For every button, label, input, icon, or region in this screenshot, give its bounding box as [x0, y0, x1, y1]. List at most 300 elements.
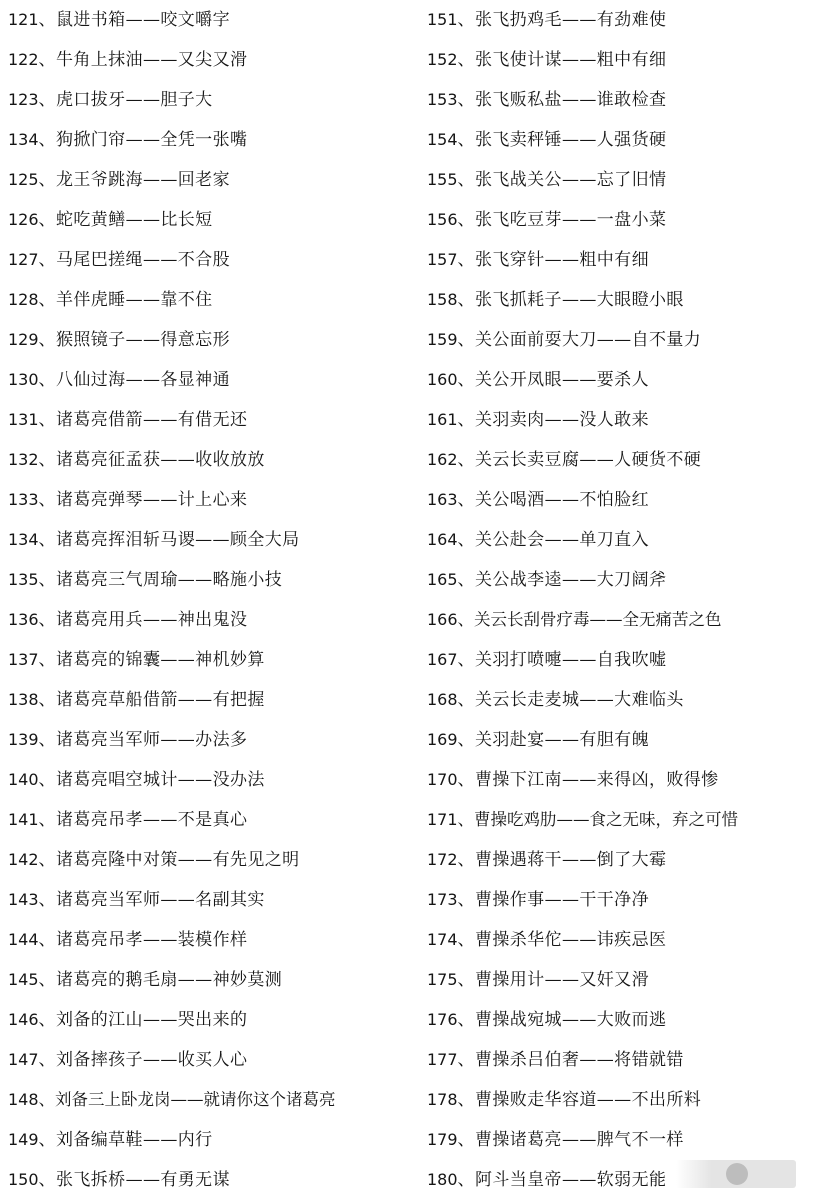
item-phrase: 猴照镜子	[55, 330, 126, 350]
item-separator: 、	[38, 850, 56, 870]
item-number: 150	[8, 1170, 39, 1189]
item-dash: ——	[195, 530, 230, 550]
item-dash: ——	[561, 210, 597, 230]
list-item	[0, 960, 415, 1000]
item-answer: 粗中有细	[596, 50, 667, 70]
item-phrase: 曹操战宛城	[474, 1010, 562, 1030]
item-phrase: 八仙过海	[55, 370, 126, 390]
item-phrase: 关羽卖肉	[474, 410, 545, 430]
item-phrase: 张飞贩私盐	[474, 90, 562, 110]
item-separator: 、	[457, 1170, 475, 1190]
item-dash: ——	[142, 490, 178, 510]
item-phrase: 诸葛亮征孟获	[55, 450, 161, 470]
list-item	[421, 840, 816, 880]
item-phrase: 诸葛亮吊孝	[55, 810, 143, 830]
item-phrase: 关公赴会	[474, 530, 545, 550]
item-separator: 、	[457, 890, 475, 910]
item-separator: 、	[457, 570, 475, 590]
item-answer: 神机妙算	[195, 650, 265, 670]
item-answer: 食之无味，弃之可惜	[589, 810, 739, 829]
item-dash: ——	[125, 10, 161, 30]
item-number: 180	[427, 1170, 458, 1189]
item-separator: 、	[457, 930, 475, 950]
item-number: 174	[427, 930, 458, 949]
item-answer: 人硬货不硬	[614, 450, 702, 470]
item-dash: ——	[544, 970, 580, 990]
item-phrase: 诸葛亮当军师	[55, 730, 161, 750]
item-phrase: 关云长刮骨疗毒	[474, 610, 590, 629]
item-answer: 全凭一张嘴	[160, 130, 248, 150]
item-dash: ——	[125, 90, 161, 110]
item-phrase: 关云长走麦城	[474, 690, 580, 710]
item-separator: 、	[457, 490, 475, 510]
item-answer: 收买人心	[177, 1050, 248, 1070]
item-phrase: 曹操吃鸡肋	[474, 810, 557, 829]
item-separator: 、	[457, 1010, 475, 1030]
item-dash: ——	[579, 690, 615, 710]
item-separator: 、	[38, 1170, 56, 1190]
right-column	[421, 0, 816, 1200]
item-phrase: 诸葛亮弹琴	[55, 490, 143, 510]
list-item	[0, 240, 415, 280]
item-phrase: 诸葛亮唱空城计	[55, 770, 178, 790]
item-number: 128	[8, 290, 39, 309]
item-dash: ——	[544, 250, 580, 270]
list-item	[421, 520, 816, 560]
item-phrase: 蛇吃黄鳝	[55, 210, 126, 230]
item-separator: 、	[38, 90, 56, 110]
item-phrase: 刘备的江山	[55, 1010, 143, 1030]
item-number: 139	[8, 730, 39, 749]
item-dash: ——	[142, 50, 178, 70]
item-dash: ——	[561, 650, 597, 670]
item-answer: 哭出来的	[177, 1010, 248, 1030]
item-phrase: 曹操遇蒋干	[474, 850, 562, 870]
item-separator: 、	[38, 370, 56, 390]
item-answer: 就请你这个诸葛亮	[203, 1090, 336, 1109]
item-dash: ——	[561, 50, 597, 70]
item-phrase: 刘备三上卧龙岗	[55, 1090, 171, 1109]
item-answer: 不怕脸红	[579, 490, 649, 510]
item-phrase: 马尾巴搓绳	[55, 250, 143, 270]
item-number: 159	[427, 330, 458, 349]
item-phrase: 狗掀门帘	[55, 130, 126, 150]
item-phrase: 曹操败走华容道	[474, 1090, 597, 1110]
item-phrase: 羊伴虎睡	[55, 290, 126, 310]
item-answer: 没办法	[212, 770, 265, 790]
item-separator: 、	[457, 1130, 475, 1150]
item-number: 155	[427, 170, 458, 189]
item-separator: 、	[457, 330, 475, 350]
item-phrase: 曹操诸葛亮	[474, 1130, 562, 1150]
item-phrase: 阿斗当皇帝	[474, 1170, 562, 1190]
item-separator: 、	[38, 10, 56, 30]
list-item	[421, 400, 816, 440]
item-phrase: 张飞吃豆芽	[474, 210, 562, 230]
item-answer: 大刀阔斧	[596, 570, 667, 590]
item-answer: 胆子大	[160, 90, 213, 110]
item-separator: 、	[38, 490, 56, 510]
item-answer: 大败而逃	[596, 1010, 667, 1030]
item-answer: 名副其实	[195, 890, 265, 910]
item-number: 127	[8, 250, 39, 269]
item-separator: 、	[457, 10, 475, 30]
item-number: 168	[427, 690, 458, 709]
item-phrase: 诸葛亮挥泪斩马谡	[55, 530, 196, 550]
item-number: 144	[8, 930, 39, 949]
item-number: 130	[8, 370, 39, 389]
item-phrase: 张飞使计谋	[474, 50, 562, 70]
item-separator: 、	[457, 730, 475, 750]
item-number: 141	[8, 810, 39, 829]
item-number: 152	[427, 50, 458, 69]
item-dash: ——	[142, 1010, 178, 1030]
list-item	[421, 1000, 816, 1040]
item-separator: 、	[457, 810, 475, 829]
item-separator: 、	[457, 290, 475, 310]
item-dash: ——	[177, 570, 213, 590]
item-separator: 、	[38, 890, 56, 910]
item-separator: 、	[38, 450, 56, 470]
list-item	[421, 320, 816, 360]
item-separator: 、	[457, 850, 475, 870]
item-answer: 内行	[177, 1130, 213, 1150]
item-separator: 、	[457, 450, 475, 470]
item-separator: 、	[457, 170, 475, 190]
item-dash: ——	[125, 290, 161, 310]
item-phrase: 诸葛亮当军师	[55, 890, 161, 910]
list-item	[421, 120, 816, 160]
item-dash: ——	[561, 290, 597, 310]
item-separator: 、	[38, 290, 56, 310]
list-item	[421, 880, 816, 920]
item-answer: 又尖又滑	[177, 50, 248, 70]
item-number: 129	[8, 330, 39, 349]
item-separator: 、	[457, 250, 475, 270]
item-separator: 、	[457, 50, 475, 70]
list-item	[0, 360, 415, 400]
item-separator: 、	[457, 690, 475, 710]
item-dash: ——	[142, 1050, 178, 1070]
item-number: 135	[8, 570, 39, 589]
item-answer: 全无痛苦之色	[622, 610, 722, 629]
item-number: 145	[8, 970, 39, 989]
item-number: 134	[8, 530, 39, 549]
item-number: 170	[427, 770, 458, 789]
item-dash: ——	[177, 690, 213, 710]
item-separator: 、	[38, 650, 56, 670]
item-number: 163	[427, 490, 458, 509]
item-separator: 、	[38, 50, 56, 70]
item-phrase: 张飞穿针	[474, 250, 545, 270]
item-separator: 、	[38, 1090, 56, 1109]
item-dash: ——	[561, 370, 597, 390]
item-answer: 脾气不一样	[596, 1130, 684, 1150]
item-dash: ——	[561, 130, 597, 150]
item-separator: 、	[38, 770, 56, 790]
item-answer: 忘了旧情	[596, 170, 667, 190]
list-item	[421, 720, 816, 760]
list-item	[0, 1160, 415, 1200]
item-answer: 顾全大局	[229, 530, 300, 550]
item-dash: ——	[160, 450, 196, 470]
item-dash: ——	[177, 770, 213, 790]
item-dash: ——	[544, 730, 580, 750]
item-phrase: 龙王爷跳海	[55, 170, 143, 190]
list-item	[0, 560, 415, 600]
item-dash: ——	[125, 1170, 161, 1190]
item-answer: 自我吹嘘	[596, 650, 667, 670]
item-answer: 倒了大霉	[596, 850, 667, 870]
list-item	[421, 920, 816, 960]
item-dash: ——	[544, 410, 580, 430]
item-phrase: 关羽赴宴	[474, 730, 545, 750]
item-separator: 、	[457, 410, 475, 430]
list-item	[421, 1120, 816, 1160]
item-answer: 神出鬼没	[177, 610, 248, 630]
item-dash: ——	[170, 1090, 204, 1109]
item-number: 157	[427, 250, 458, 269]
list-item	[0, 800, 415, 840]
item-number: 158	[427, 290, 458, 309]
item-number: 148	[8, 1090, 39, 1109]
list-item	[0, 840, 415, 880]
item-dash: ——	[160, 650, 196, 670]
list-item	[421, 480, 816, 520]
item-dash: ——	[561, 90, 597, 110]
item-separator: 、	[38, 210, 56, 230]
list-item	[0, 0, 415, 40]
item-phrase: 张飞卖秤锤	[474, 130, 562, 150]
item-dash: ——	[561, 850, 597, 870]
item-answer: 计上心来	[177, 490, 248, 510]
item-dash: ——	[561, 1170, 597, 1190]
item-dash: ——	[561, 930, 597, 950]
item-number: 166	[427, 610, 458, 629]
item-phrase: 张飞拆桥	[55, 1170, 126, 1190]
item-dash: ——	[579, 450, 615, 470]
item-answer: 软弱无能	[596, 1170, 667, 1190]
item-separator: 、	[38, 730, 56, 750]
item-dash: ——	[561, 10, 597, 30]
item-separator: 、	[457, 1090, 475, 1110]
item-dash: ——	[142, 170, 178, 190]
item-number: 125	[8, 170, 39, 189]
item-answer: 没人敢来	[579, 410, 649, 430]
list-item	[0, 880, 415, 920]
item-separator: 、	[38, 170, 56, 190]
item-number: 179	[427, 1130, 458, 1149]
item-number: 149	[8, 1130, 39, 1149]
list-item	[0, 640, 415, 680]
item-dash: ——	[596, 1090, 632, 1110]
item-answer: 将错就错	[614, 1050, 684, 1070]
item-dash: ——	[160, 890, 196, 910]
item-number: 156	[427, 210, 458, 229]
item-phrase: 关公面前耍大刀	[474, 330, 597, 350]
item-number: 171	[427, 810, 458, 829]
list-item	[421, 240, 816, 280]
item-answer: 干干净净	[579, 890, 649, 910]
list-item	[0, 400, 415, 440]
item-answer: 不出所料	[631, 1090, 702, 1110]
list-item	[421, 40, 816, 80]
item-number: 137	[8, 650, 39, 669]
item-number: 131	[8, 410, 39, 429]
item-separator: 、	[457, 770, 475, 790]
list-item	[421, 640, 816, 680]
list-item	[421, 160, 816, 200]
list-item	[0, 120, 415, 160]
list-item	[0, 600, 415, 640]
item-answer: 靠不住	[160, 290, 213, 310]
item-dash: ——	[160, 730, 196, 750]
item-phrase: 诸葛亮的鹅毛扇	[55, 970, 178, 990]
item-answer: 讳疾忌医	[596, 930, 667, 950]
item-phrase: 关公开凤眼	[474, 370, 562, 390]
item-separator: 、	[38, 250, 56, 270]
item-answer: 比长短	[160, 210, 213, 230]
item-answer: 略施小技	[212, 570, 283, 590]
item-dash: ——	[561, 770, 597, 790]
list-item	[0, 80, 415, 120]
item-phrase: 关公喝酒	[474, 490, 545, 510]
list-item	[0, 1040, 415, 1080]
list-item	[421, 1080, 816, 1120]
item-answer: 有劲难使	[596, 10, 667, 30]
item-separator: 、	[457, 1050, 475, 1070]
item-number: 172	[427, 850, 458, 869]
item-separator: 、	[38, 690, 56, 710]
item-phrase: 诸葛亮隆中对策	[55, 850, 178, 870]
item-number: 147	[8, 1050, 39, 1069]
item-dash: ——	[142, 410, 178, 430]
item-answer: 办法多	[195, 730, 248, 750]
item-dash: ——	[142, 810, 178, 830]
list-item	[0, 1000, 415, 1040]
item-dash: ——	[544, 490, 580, 510]
item-phrase: 诸葛亮吊孝	[55, 930, 143, 950]
item-number: 165	[427, 570, 458, 589]
item-dash: ——	[142, 610, 178, 630]
item-dash: ——	[142, 1130, 178, 1150]
item-separator: 、	[38, 610, 56, 630]
item-answer: 人强货硬	[596, 130, 667, 150]
item-separator: 、	[457, 210, 475, 230]
item-answer: 不是真心	[177, 810, 248, 830]
list-item	[0, 1080, 415, 1120]
item-dash: ——	[125, 210, 161, 230]
item-separator: 、	[38, 530, 56, 550]
item-phrase: 虎口拔牙	[55, 90, 126, 110]
item-answer: 有胆有魄	[579, 730, 649, 750]
item-number: 143	[8, 890, 39, 909]
item-answer: 得意忘形	[160, 330, 230, 350]
item-separator: 、	[38, 930, 56, 950]
list-item	[421, 680, 816, 720]
list-item	[0, 160, 415, 200]
list-item	[421, 1040, 816, 1080]
list-item	[421, 560, 816, 600]
item-separator: 、	[457, 650, 475, 670]
item-number: 175	[427, 970, 458, 989]
item-answer: 有借无还	[177, 410, 248, 430]
item-phrase: 张飞战关公	[474, 170, 562, 190]
item-number: 122	[8, 50, 39, 69]
item-dash: ——	[544, 890, 580, 910]
item-phrase: 关云长卖豆腐	[474, 450, 580, 470]
item-separator: 、	[457, 530, 475, 550]
item-number: 146	[8, 1010, 39, 1029]
list-item	[0, 720, 415, 760]
list-item	[421, 360, 816, 400]
list-item	[0, 40, 415, 80]
list-item	[0, 760, 415, 800]
item-number: 176	[427, 1010, 458, 1029]
item-dash: ——	[579, 1050, 615, 1070]
item-dash: ——	[544, 530, 580, 550]
item-answer: 不合股	[177, 250, 230, 270]
list-item	[0, 280, 415, 320]
list-item	[0, 920, 415, 960]
item-number: 162	[427, 450, 458, 469]
item-dash: ——	[556, 810, 590, 829]
item-separator: 、	[38, 330, 56, 350]
item-number: 164	[427, 530, 458, 549]
item-answer: 粗中有细	[579, 250, 649, 270]
item-answer: 来得凶，败得惨	[596, 770, 719, 790]
item-dash: ——	[177, 970, 213, 990]
item-answer: 装模作样	[177, 930, 248, 950]
item-answer: 要杀人	[596, 370, 649, 390]
list-item	[421, 0, 816, 40]
list-item	[421, 200, 816, 240]
item-number: 142	[8, 850, 39, 869]
list-item	[0, 200, 415, 240]
item-phrase: 曹操作事	[474, 890, 545, 910]
item-separator: 、	[38, 810, 56, 830]
item-answer: 有把握	[212, 690, 265, 710]
item-answer: 单刀直入	[579, 530, 649, 550]
item-phrase: 曹操用计	[474, 970, 545, 990]
item-number: 173	[427, 890, 458, 909]
item-answer: 咬文嚼字	[160, 10, 230, 30]
item-number: 134	[8, 130, 39, 149]
item-dash: ——	[125, 370, 161, 390]
item-separator: 、	[457, 970, 475, 990]
item-number: 140	[8, 770, 39, 789]
watermark-logo-icon	[726, 1163, 748, 1185]
list-item	[0, 320, 415, 360]
item-number: 126	[8, 210, 39, 229]
item-phrase: 曹操杀华佗	[474, 930, 562, 950]
item-phrase: 曹操下江南	[474, 770, 562, 790]
list-item	[0, 520, 415, 560]
list-item	[421, 800, 816, 840]
item-dash: ——	[561, 570, 597, 590]
item-dash: ——	[142, 250, 178, 270]
item-answer: 收收放放	[195, 450, 265, 470]
item-number: 169	[427, 730, 458, 749]
item-separator: 、	[38, 570, 56, 590]
item-phrase: 刘备编草鞋	[55, 1130, 143, 1150]
item-dash: ——	[177, 850, 213, 870]
item-answer: 神妙莫测	[212, 970, 283, 990]
item-phrase: 诸葛亮三气周瑜	[55, 570, 178, 590]
list-item	[0, 480, 415, 520]
item-answer: 各显神通	[160, 370, 230, 390]
item-phrase: 张飞抓耗子	[474, 290, 562, 310]
